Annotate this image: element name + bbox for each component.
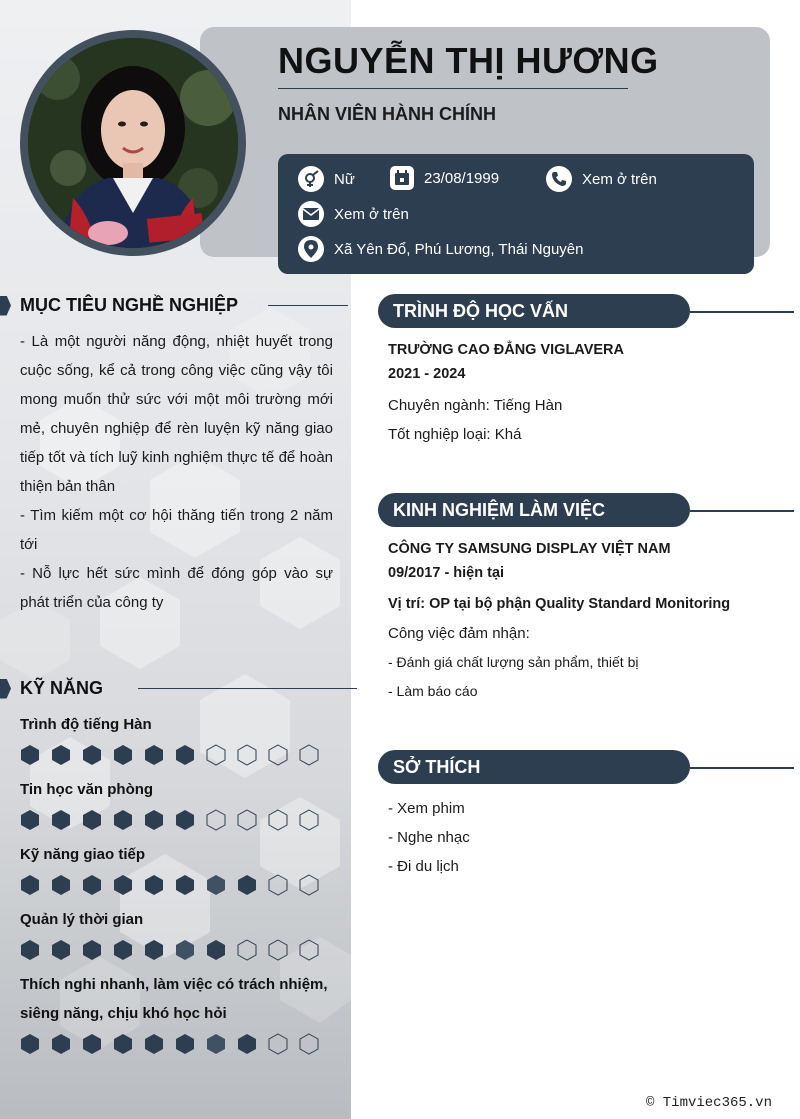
education-period: 2021 - 2024 — [388, 366, 466, 382]
email-text: Xem ở trên — [334, 205, 409, 223]
experience-duties-label: Công việc đảm nhận: — [388, 625, 530, 642]
objective-title: MỤC TIÊU NGHỀ NGHIỆP — [20, 295, 239, 315]
skill-name: Thích nghi nhanh, làm việc có trách nhiệm, siêng năng, chịu khó học hỏi — [20, 976, 328, 1022]
rating-hex-filled — [205, 939, 227, 961]
candidate-name: NGUYỄN THỊ HƯƠNG — [278, 40, 659, 81]
section-divider — [690, 510, 794, 512]
objective-text — [20, 327, 333, 617]
gender-icon — [298, 166, 324, 192]
section-divider — [690, 767, 794, 769]
address-text: Xã Yên Đổ, Phú Lương, Thái Nguyên — [334, 240, 584, 258]
rating-hex-filled — [143, 939, 165, 961]
rating-hex-filled — [19, 874, 41, 896]
skill-rating — [19, 1033, 320, 1055]
hobby-item: - Nghe nhạc — [388, 829, 470, 846]
rating-hex-filled — [81, 1033, 103, 1055]
section-divider — [138, 688, 357, 689]
rating-hex-filled — [81, 939, 103, 961]
skills-heading — [0, 678, 357, 699]
section-divider — [690, 311, 794, 313]
rating-hex-filled — [174, 1033, 196, 1055]
skill-name: Trình độ tiếng Hàn — [20, 716, 152, 733]
experience-company: CÔNG TY SAMSUNG DISPLAY VIỆT NAM — [388, 541, 671, 557]
contact-phone — [546, 166, 657, 192]
education-grade: Tốt nghiệp loại: Khá — [388, 426, 522, 443]
rating-hex-filled — [205, 874, 227, 896]
rating-hex-filled — [50, 1033, 72, 1055]
education-school: TRƯỜNG CAO ĐẲNG VIGLAVERA — [388, 342, 624, 358]
hobbies-title: SỞ THÍCH — [378, 750, 690, 784]
rating-hex-filled — [112, 744, 134, 766]
email-icon — [298, 201, 324, 227]
skill-rating — [19, 939, 320, 961]
location-icon — [298, 236, 324, 262]
gender-text: Nữ — [334, 170, 355, 188]
rating-hex-filled — [50, 744, 72, 766]
rating-hex-filled — [50, 874, 72, 896]
objective-heading — [0, 295, 348, 316]
rating-hex-empty — [267, 809, 289, 831]
rating-hex-empty — [267, 744, 289, 766]
rating-hex-empty — [267, 874, 289, 896]
contact-birthday — [390, 166, 499, 190]
section-marker — [0, 296, 11, 316]
rating-hex-filled — [143, 874, 165, 896]
experience-title: KINH NGHIỆM LÀM VIỆC — [378, 493, 690, 527]
contact-address — [298, 236, 584, 262]
rating-hex-empty — [236, 939, 258, 961]
objective-line: - Tìm kiếm một cơ hội thăng tiến trong 2 năm tới — [20, 507, 333, 553]
rating-hex-filled — [50, 939, 72, 961]
calendar-icon — [390, 166, 414, 190]
rating-hex-filled — [112, 874, 134, 896]
rating-hex-filled — [174, 939, 196, 961]
rating-hex-empty — [298, 809, 320, 831]
rating-hex-filled — [174, 809, 196, 831]
education-major: Chuyên ngành: Tiếng Hàn — [388, 397, 563, 414]
job-title: NHÂN VIÊN HÀNH CHÍNH — [278, 104, 497, 124]
rating-hex-filled — [19, 809, 41, 831]
experience-period: 09/2017 - hiện tại — [388, 565, 505, 581]
rating-hex-filled — [143, 1033, 165, 1055]
rating-hex-empty — [236, 809, 258, 831]
skill-name: Quản lý thời gian — [20, 911, 144, 928]
name-divider — [278, 88, 628, 89]
section-divider — [268, 305, 348, 306]
phone-text: Xem ở trên — [582, 170, 657, 188]
birthday-text: 23/08/1999 — [424, 169, 500, 187]
skills-title: KỸ NĂNG — [20, 678, 104, 698]
rating-hex-empty — [298, 939, 320, 961]
rating-hex-filled — [112, 939, 134, 961]
rating-hex-filled — [19, 939, 41, 961]
objective-line: - Là một người năng động, nhiệt huyết trong cuộc sống, kể cả trong công việc cũng vậy tôi mong muốn thử sức với một môi trường mới mẻ, chuyên nghiệp để rèn luyện kỹ năng giao tiếp tốt và tích luỹ kinh nghiệm thực tế để hoàn thiện bản thân — [20, 333, 333, 495]
rating-hex-filled — [81, 744, 103, 766]
rating-hex-filled — [112, 809, 134, 831]
phone-icon — [546, 166, 572, 192]
rating-hex-empty — [298, 874, 320, 896]
rating-hex-filled — [174, 744, 196, 766]
rating-hex-filled — [50, 809, 72, 831]
rating-hex-filled — [81, 874, 103, 896]
avatar — [28, 38, 238, 248]
rating-hex-empty — [205, 809, 227, 831]
contact-email — [298, 201, 409, 227]
objective-line: - Nỗ lực hết sức mình để đóng góp vào sự phát triển của công ty — [20, 565, 333, 611]
skill-name: Kỹ năng giao tiếp — [20, 846, 146, 863]
skill-rating — [19, 809, 320, 831]
avatar-frame — [20, 30, 246, 256]
experience-duty: - Làm báo cáo — [388, 683, 478, 699]
section-marker — [0, 679, 11, 699]
contact-gender — [298, 166, 355, 192]
skill-name: Tin học văn phòng — [20, 781, 154, 798]
rating-hex-filled — [143, 809, 165, 831]
footer-credit: © Timviec365.vn — [645, 1095, 772, 1111]
portrait-photo — [28, 38, 238, 248]
rating-hex-filled — [143, 744, 165, 766]
hobby-item: - Đi du lịch — [388, 858, 459, 875]
rating-hex-filled — [205, 1033, 227, 1055]
rating-hex-empty — [267, 939, 289, 961]
rating-hex-empty — [205, 744, 227, 766]
rating-hex-empty — [298, 1033, 320, 1055]
rating-hex-filled — [112, 1033, 134, 1055]
contact-box — [278, 154, 754, 274]
experience-duty: - Đánh giá chất lượng sản phẩm, thiết bị — [388, 654, 639, 670]
rating-hex-filled — [236, 874, 258, 896]
experience-position: Vị trí: OP tại bộ phận Quality Standard Monitoring — [388, 596, 731, 612]
rating-hex-empty — [267, 1033, 289, 1055]
rating-hex-filled — [19, 744, 41, 766]
skill-rating — [19, 874, 320, 896]
rating-hex-empty — [236, 744, 258, 766]
education-title: TRÌNH ĐỘ HỌC VẤN — [378, 294, 690, 328]
rating-hex-filled — [174, 874, 196, 896]
hobby-item: - Xem phim — [388, 800, 465, 817]
skill-rating — [19, 744, 320, 766]
rating-hex-empty — [298, 744, 320, 766]
rating-hex-filled — [236, 1033, 258, 1055]
rating-hex-filled — [81, 809, 103, 831]
rating-hex-filled — [19, 1033, 41, 1055]
